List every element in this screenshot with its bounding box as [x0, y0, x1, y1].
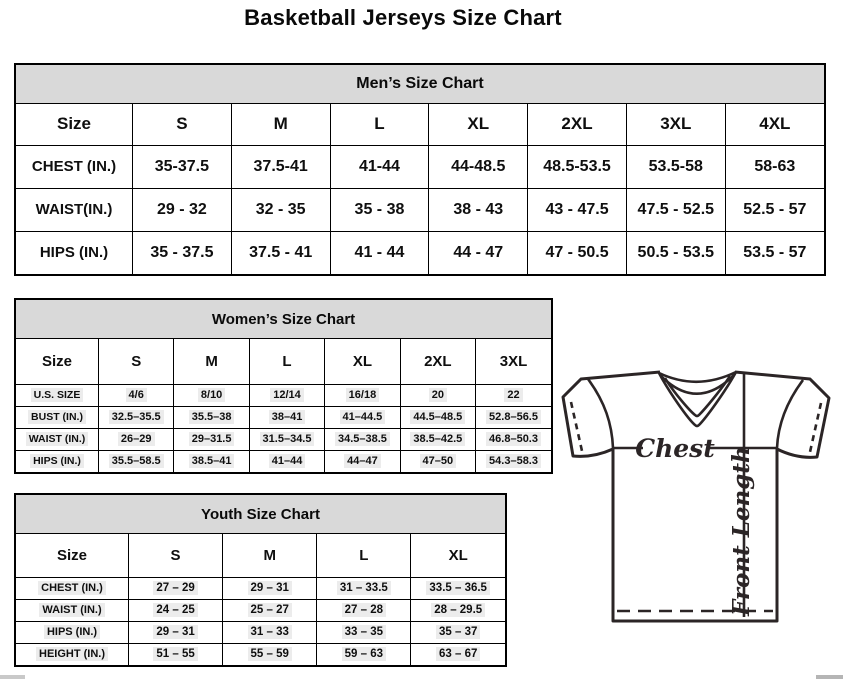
value-cell: 52.5 - 57	[725, 188, 824, 231]
horizontal-scrollbar-fragment-left[interactable]	[0, 675, 25, 679]
measurement-row	[16, 231, 824, 274]
column-header: XL	[429, 104, 528, 145]
column-header: S	[133, 104, 232, 145]
mens-chart-header: Men’s Size Chart	[16, 65, 824, 104]
value-cell: 33.5 – 36.5	[411, 577, 505, 599]
column-header: Size	[16, 339, 99, 384]
column-header: M	[231, 104, 330, 145]
row-label: HIPS (IN.)	[16, 231, 133, 274]
row-label: U.S. SIZE	[16, 384, 99, 406]
value-cell: 38.5–42.5	[400, 428, 475, 450]
row-label: WAIST (IN.)	[16, 428, 99, 450]
column-header: 2XL	[400, 339, 475, 384]
value-cell: 25 – 27	[223, 599, 317, 621]
left-armhole-seam	[588, 379, 613, 448]
measurement-row	[16, 145, 824, 188]
size-header-row	[16, 339, 551, 384]
value-cell: 53.5-58	[626, 145, 725, 188]
value-cell: 41–44.5	[325, 406, 400, 428]
row-label: CHEST (IN.)	[16, 145, 133, 188]
size-header-row	[16, 534, 505, 577]
measurement-row	[16, 621, 505, 643]
value-cell: 32.5–35.5	[99, 406, 174, 428]
row-label: CHEST (IN.)	[16, 577, 129, 599]
value-cell: 35-37.5	[133, 145, 232, 188]
womens-size-chart-section	[14, 298, 553, 474]
value-cell: 27 – 28	[317, 599, 411, 621]
value-cell: 33 – 35	[317, 621, 411, 643]
left-cuff-stitch-line	[571, 402, 582, 451]
value-cell: 26–29	[99, 428, 174, 450]
value-cell: 47.5 - 52.5	[626, 188, 725, 231]
womens-chart-header: Women’s Size Chart	[16, 300, 551, 339]
value-cell: 63 – 67	[411, 643, 505, 665]
value-cell: 35 – 37	[411, 621, 505, 643]
value-cell: 51 – 55	[129, 643, 223, 665]
value-cell: 35 - 37.5	[133, 231, 232, 274]
value-cell: 47 - 50.5	[528, 231, 627, 274]
column-header: L	[249, 339, 324, 384]
value-cell: 38.5–41	[174, 450, 249, 472]
value-cell: 44 - 47	[429, 231, 528, 274]
column-header: XL	[411, 534, 505, 577]
value-cell: 38 - 43	[429, 188, 528, 231]
row-label: HIPS (IN.)	[16, 450, 99, 472]
youth-size-chart-section	[14, 493, 507, 667]
value-cell: 37.5 - 41	[231, 231, 330, 274]
measurement-row	[16, 188, 824, 231]
value-cell: 35.5–58.5	[99, 450, 174, 472]
value-cell: 43 - 47.5	[528, 188, 627, 231]
measurement-row	[16, 384, 551, 406]
value-cell: 47–50	[400, 450, 475, 472]
column-header: Size	[16, 534, 129, 577]
row-label: WAIST (IN.)	[16, 599, 129, 621]
row-label: WAIST(IN.)	[16, 188, 133, 231]
row-label: BUST (IN.)	[16, 406, 99, 428]
value-cell: 28 – 29.5	[411, 599, 505, 621]
value-cell: 32 - 35	[231, 188, 330, 231]
right-armhole-seam	[777, 380, 803, 448]
measurement-row	[16, 643, 505, 665]
row-label: HEIGHT (IN.)	[16, 643, 129, 665]
value-cell: 48.5-53.5	[528, 145, 627, 188]
value-cell: 4/6	[99, 384, 174, 406]
value-cell: 44–47	[325, 450, 400, 472]
value-cell: 22	[476, 384, 551, 406]
youth-size-table	[16, 534, 505, 665]
column-header: M	[223, 534, 317, 577]
jersey-diagram	[555, 358, 837, 634]
column-header: M	[174, 339, 249, 384]
value-cell: 41-44	[330, 145, 429, 188]
column-header: S	[99, 339, 174, 384]
size-header-row	[16, 104, 824, 145]
value-cell: 44-48.5	[429, 145, 528, 188]
value-cell: 29–31.5	[174, 428, 249, 450]
value-cell: 58-63	[725, 145, 824, 188]
measurement-row	[16, 599, 505, 621]
value-cell: 53.5 - 57	[725, 231, 824, 274]
value-cell: 50.5 - 53.5	[626, 231, 725, 274]
value-cell: 44.5–48.5	[400, 406, 475, 428]
mens-size-table	[16, 104, 824, 274]
column-header: S	[129, 534, 223, 577]
value-cell: 55 – 59	[223, 643, 317, 665]
column-header: 4XL	[725, 104, 824, 145]
value-cell: 31.5–34.5	[249, 428, 324, 450]
front-length-label: Front Length	[728, 446, 755, 616]
value-cell: 52.8–56.5	[476, 406, 551, 428]
column-header: L	[317, 534, 411, 577]
value-cell: 29 - 32	[133, 188, 232, 231]
value-cell: 16/18	[325, 384, 400, 406]
value-cell: 31 – 33.5	[317, 577, 411, 599]
value-cell: 35.5–38	[174, 406, 249, 428]
value-cell: 29 – 31	[129, 621, 223, 643]
youth-chart-header: Youth Size Chart	[16, 495, 505, 534]
value-cell: 41 - 44	[330, 231, 429, 274]
measurement-row	[16, 577, 505, 599]
row-label: HIPS (IN.)	[16, 621, 129, 643]
chest-measure-label: Chest	[635, 434, 715, 463]
measurement-row	[16, 428, 551, 450]
value-cell: 24 – 25	[129, 599, 223, 621]
v-neck-outer	[659, 372, 736, 426]
collar-back-arc-outer	[659, 372, 736, 382]
measurement-row	[16, 406, 551, 428]
horizontal-scrollbar-fragment-right[interactable]	[816, 675, 843, 679]
value-cell: 8/10	[174, 384, 249, 406]
column-header: L	[330, 104, 429, 145]
value-cell: 31 – 33	[223, 621, 317, 643]
value-cell: 20	[400, 384, 475, 406]
measurement-row	[16, 450, 551, 472]
value-cell: 27 – 29	[129, 577, 223, 599]
value-cell: 29 – 31	[223, 577, 317, 599]
column-header: 3XL	[626, 104, 725, 145]
value-cell: 46.8–50.3	[476, 428, 551, 450]
womens-size-table	[16, 339, 551, 472]
column-header: Size	[16, 104, 133, 145]
value-cell: 41–44	[249, 450, 324, 472]
jersey-outline	[563, 372, 829, 621]
value-cell: 54.3–58.3	[476, 450, 551, 472]
value-cell: 35 - 38	[330, 188, 429, 231]
page-title: Basketball Jerseys Size Chart	[244, 5, 562, 30]
mens-size-chart-section	[14, 63, 826, 276]
column-header: 2XL	[528, 104, 627, 145]
value-cell: 12/14	[249, 384, 324, 406]
column-header: XL	[325, 339, 400, 384]
value-cell: 37.5-41	[231, 145, 330, 188]
value-cell: 34.5–38.5	[325, 428, 400, 450]
value-cell: 38–41	[249, 406, 324, 428]
value-cell: 59 – 63	[317, 643, 411, 665]
column-header: 3XL	[476, 339, 551, 384]
